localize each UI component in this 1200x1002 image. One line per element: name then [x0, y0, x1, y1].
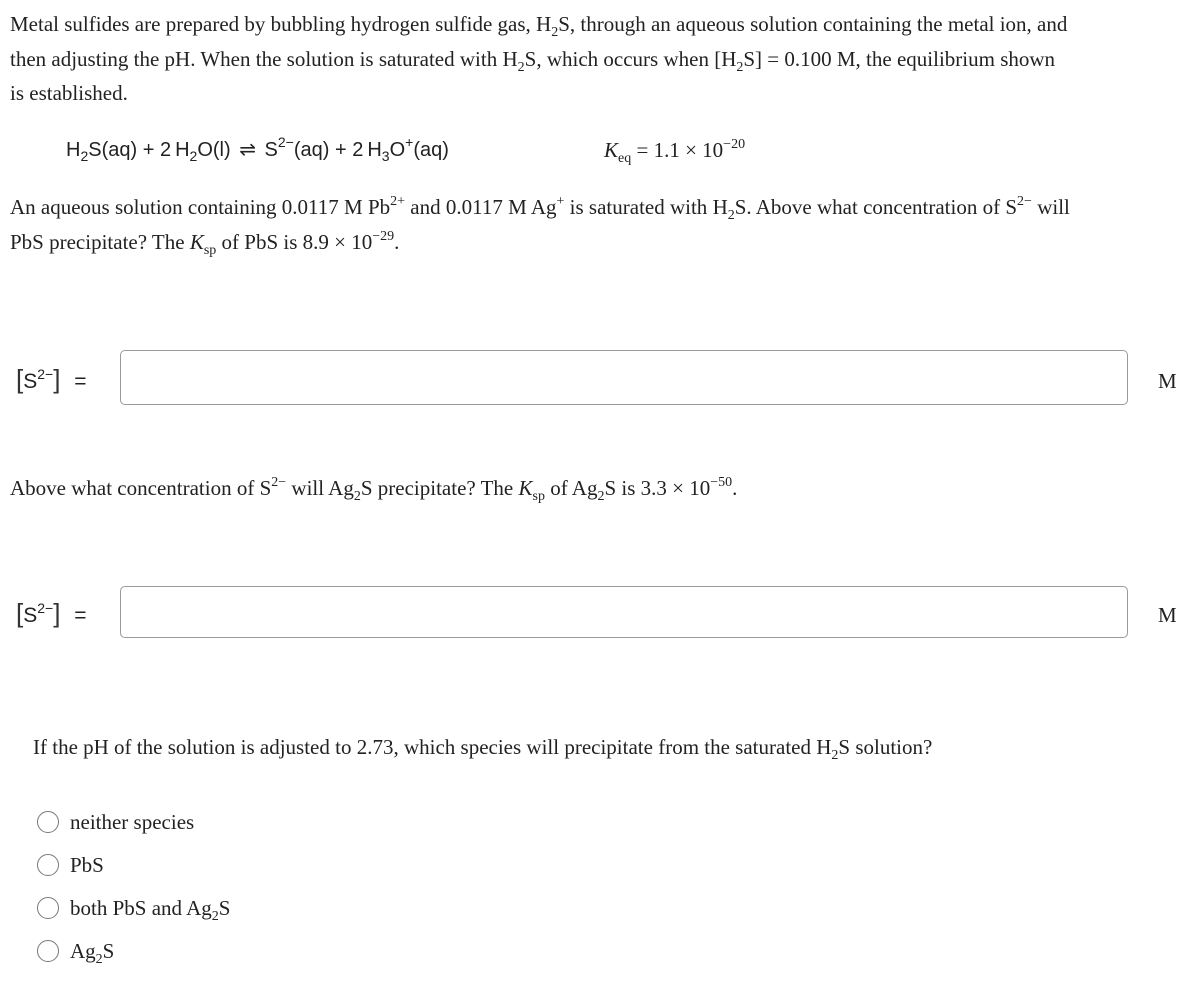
charge: 2− [271, 475, 287, 490]
subscript: sp [203, 243, 217, 258]
exponent: −29 [372, 229, 395, 244]
subscript: 2 [189, 148, 198, 164]
answer-1-unit: M [1158, 369, 1177, 393]
question-text: S is 3.3 × 10 [604, 476, 711, 500]
intro-line-3 [10, 76, 128, 110]
charge: 2− [37, 366, 54, 382]
option-both[interactable] [37, 893, 230, 923]
subscript: 2 [551, 25, 559, 40]
option-label: neither species [70, 809, 195, 834]
subscript: 2 [211, 908, 219, 924]
subscript: 2 [95, 951, 103, 967]
charge: 2+ [390, 194, 406, 209]
charge: + [556, 194, 565, 209]
option-label: PbS [70, 852, 104, 877]
equals-sign: = [74, 604, 87, 627]
formula-s: S [524, 47, 537, 71]
exponent: −50 [710, 475, 733, 490]
answer-2-unit: M [1158, 603, 1177, 627]
radio-button[interactable] [37, 897, 59, 919]
bracket-open: [ [16, 598, 24, 628]
formula-s: S [743, 47, 756, 71]
question-text: . [394, 230, 400, 254]
charge: 2− [277, 134, 294, 150]
question-1-line-2 [10, 225, 399, 259]
question-text: If the pH of the solution is adjusted to 2.73, which species will precipitate from the saturated [33, 735, 817, 759]
intro-text: is established. [10, 81, 128, 105]
equation-text: O(l) [197, 139, 231, 161]
option-pbs[interactable] [37, 850, 104, 880]
intro-text: , which occurs when [ [536, 47, 722, 71]
radio-button[interactable] [37, 940, 59, 962]
option-label [70, 895, 231, 924]
formula-s: S [264, 139, 278, 161]
equation-text: (aq) [413, 139, 449, 161]
intro-text: then adjusting the pH. When the solution is saturated with [10, 47, 503, 71]
radio-button[interactable] [37, 854, 59, 876]
intro-text: ] = 0.100 M, the equilibrium shown [755, 47, 1056, 71]
intro-line-2 [10, 42, 1055, 76]
charge: + [405, 134, 414, 150]
option-text: both PbS and Ag [70, 895, 212, 920]
question-text: An aqueous solution containing 0.0117 M Pb [10, 195, 391, 219]
question-text: . [732, 476, 738, 500]
option-neither-species[interactable] [37, 807, 194, 837]
option-label [70, 938, 115, 967]
answer-2-input[interactable] [120, 586, 1128, 638]
formula-h: H [367, 139, 382, 161]
question-text: S precipitate? The [360, 476, 519, 500]
option-text: S [218, 895, 231, 920]
intro-text: , through an aqueous solution containing the metal ion, and [569, 12, 1068, 36]
formula-h: H [502, 47, 518, 71]
ksp-symbol: K [518, 476, 533, 500]
keq-symbol: K [604, 138, 619, 162]
formula-h: H [721, 47, 737, 71]
question-text: of Ag [544, 476, 598, 500]
question-text: . Above what concentration of S [746, 195, 1018, 219]
subscript: sp [532, 489, 545, 504]
formula-h: H [175, 139, 190, 161]
equation-text: S(aq) + 2 [88, 139, 172, 161]
formula-h: H [66, 139, 81, 161]
answer-1-input[interactable] [120, 350, 1128, 405]
subscript: 2 [517, 60, 525, 75]
question-text: and 0.0117 M Ag [405, 195, 557, 219]
intro-text: Metal sulfides are prepared by bubbling hydrogen sulfide gas, [10, 12, 537, 36]
exponent: −20 [723, 137, 746, 152]
charge: 2− [1017, 194, 1032, 209]
answer-1-label [16, 364, 87, 395]
equilibrium-arrow: ⇌ [239, 139, 256, 161]
subscript: 2 [353, 489, 361, 504]
option-ag2s[interactable] [37, 936, 114, 966]
formula-h: H [816, 735, 832, 759]
question-text: Above what concentration of S [10, 476, 272, 500]
question-2 [10, 471, 737, 505]
subscript: eq [618, 151, 632, 166]
label-s: S [23, 370, 38, 393]
intro-line-1 [10, 7, 1067, 41]
subscript: 2 [597, 489, 605, 504]
subscript: 3 [381, 148, 390, 164]
question-text: will [1031, 195, 1070, 219]
formula-s: S [838, 735, 851, 759]
question-text: solution? [850, 735, 933, 759]
option-text: S [102, 938, 115, 963]
keq-expression [604, 133, 745, 167]
charge: 2− [37, 600, 54, 616]
bracket-open: [ [16, 364, 24, 394]
question-3 [33, 730, 932, 764]
question-text: will Ag [286, 476, 354, 500]
question-text: is saturated with [564, 195, 713, 219]
keq-value: = 1.1 × 10 [636, 138, 724, 162]
subscript: 2 [80, 148, 89, 164]
answer-2-label [16, 598, 87, 629]
equals-sign: = [74, 370, 87, 393]
question-text: PbS precipitate? The [10, 230, 190, 254]
question-1-line-1 [10, 190, 1070, 224]
equilibrium-equation [66, 133, 449, 167]
subscript: 2 [831, 748, 839, 763]
formula-h: H [536, 12, 552, 36]
option-text: Ag [70, 938, 96, 963]
label-s: S [23, 604, 38, 627]
equation-text: O [389, 139, 406, 161]
subscript: 2 [736, 60, 744, 75]
bracket-close: ] [53, 598, 61, 628]
bracket-close: ] [53, 364, 61, 394]
equation-text: (aq) + 2 [293, 139, 364, 161]
ksp-symbol: K [189, 230, 204, 254]
formula-s: S [558, 12, 570, 36]
formula-s: S [734, 195, 747, 219]
subscript: 2 [727, 208, 735, 223]
formula-h: H [712, 195, 728, 219]
radio-button[interactable] [37, 811, 59, 833]
question-text: of PbS is 8.9 × 10 [216, 230, 373, 254]
